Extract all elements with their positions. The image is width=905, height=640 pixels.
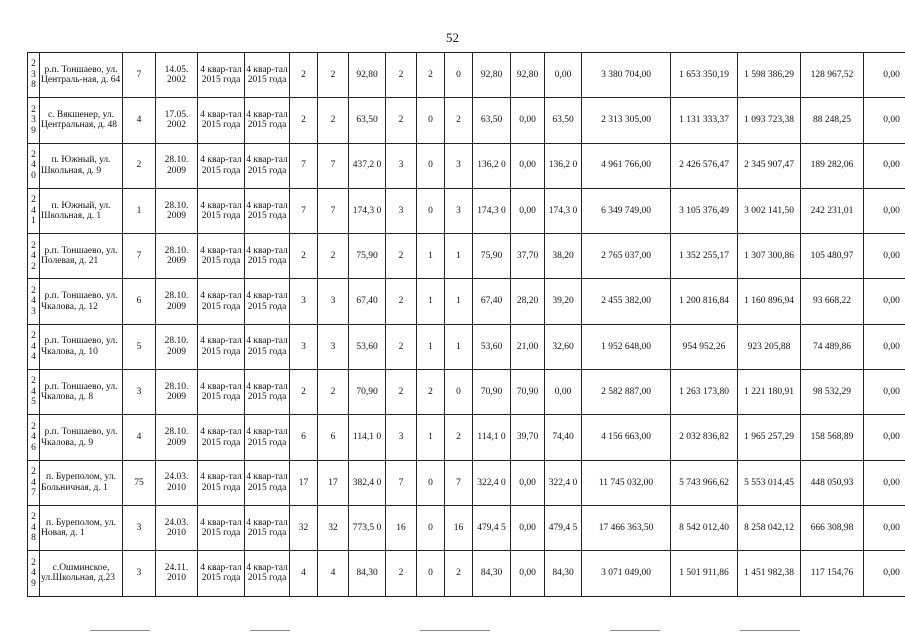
cell-col17: 3 002 141,50 bbox=[738, 188, 801, 233]
row-number-digit: 4 bbox=[31, 205, 36, 216]
date-cell: 28.10. 2009 bbox=[156, 279, 198, 324]
row-number-digit: 2 bbox=[31, 195, 36, 206]
cell-col15: 2 313 305,00 bbox=[582, 98, 671, 143]
cell-col13: 92,80 bbox=[511, 53, 545, 98]
cell-col17: 923 205,88 bbox=[738, 324, 801, 369]
cell-col13: 0,00 bbox=[511, 551, 545, 596]
address-cell: р.п. Тоншаево, ул. Чкалова, д. 9 bbox=[40, 415, 123, 460]
date-cell: 24.03. 2010 bbox=[156, 460, 198, 505]
row-number-digit: 2 bbox=[31, 261, 36, 272]
cell-col13: 37,70 bbox=[511, 234, 545, 279]
cell-col19: 0,00 bbox=[864, 234, 905, 279]
cell-col12: 92,80 bbox=[473, 53, 511, 98]
cell-col8: 437,2 0 bbox=[349, 143, 386, 188]
cell-col17: 8 258 042,12 bbox=[738, 505, 801, 550]
cell-col9: 2 bbox=[386, 98, 417, 143]
cell-col3: 3 bbox=[123, 505, 156, 550]
row-number-digit: 2 bbox=[31, 104, 36, 115]
table-row bbox=[28, 551, 905, 596]
cell-col14: 74,40 bbox=[545, 415, 582, 460]
cell-col11: 2 bbox=[445, 98, 473, 143]
cell-col8: 67,40 bbox=[349, 279, 386, 324]
cell-col15: 4 961 766,00 bbox=[582, 143, 671, 188]
address-cell: р.п. Тоншаево, ул. Централь-ная, д. 64 bbox=[40, 53, 123, 98]
row-number-digit: 2 bbox=[31, 421, 36, 432]
cell-col11: 2 bbox=[445, 551, 473, 596]
cell-col7: 2 bbox=[318, 98, 349, 143]
cell-col19: 0,00 bbox=[864, 98, 905, 143]
date-cell: 28.10. 2009 bbox=[156, 324, 198, 369]
cell-col14: 38,20 bbox=[545, 234, 582, 279]
row-number-cell bbox=[28, 53, 40, 98]
cell-col18: 189 282,06 bbox=[801, 143, 864, 188]
address-cell: с. Вякшенер, ул. Центральная, д. 48 bbox=[40, 98, 123, 143]
table-row bbox=[28, 279, 905, 324]
term-cell-2: 4 квар-тал 2015 года bbox=[245, 551, 290, 596]
cell-col11: 1 bbox=[445, 234, 473, 279]
cell-col14: 136,2 0 bbox=[545, 143, 582, 188]
cell-col3: 4 bbox=[123, 98, 156, 143]
address-cell: п. Буреполом, ул. Новая, д. 1 bbox=[40, 505, 123, 550]
term-cell-2: 4 квар-тал 2015 года bbox=[245, 188, 290, 233]
cell-col7: 2 bbox=[318, 53, 349, 98]
cell-col3: 4 bbox=[123, 415, 156, 460]
cell-col8: 382,4 0 bbox=[349, 460, 386, 505]
date-cell: 28.10. 2009 bbox=[156, 143, 198, 188]
row-number-cell bbox=[28, 98, 40, 143]
row-number-digit: 2 bbox=[31, 59, 36, 70]
cell-col17: 1 221 180,91 bbox=[738, 370, 801, 415]
cell-col19: 0,00 bbox=[864, 188, 905, 233]
cell-col17: 1 160 896,94 bbox=[738, 279, 801, 324]
row-number-digit: 3 bbox=[31, 306, 36, 317]
cell-col3: 75 bbox=[123, 460, 156, 505]
cell-col19: 0,00 bbox=[864, 505, 905, 550]
cell-col6: 4 bbox=[290, 551, 318, 596]
cell-col12: 67,40 bbox=[473, 279, 511, 324]
cell-col7: 2 bbox=[318, 234, 349, 279]
cell-col17: 1 451 982,38 bbox=[738, 551, 801, 596]
cell-col9: 2 bbox=[386, 234, 417, 279]
cell-col11: 7 bbox=[445, 460, 473, 505]
row-number-digit: 9 bbox=[31, 125, 36, 136]
cell-col13: 0,00 bbox=[511, 188, 545, 233]
cell-col6: 6 bbox=[290, 415, 318, 460]
term-cell-2: 4 квар-тал 2015 года bbox=[245, 460, 290, 505]
date-cell: 28.10. 2009 bbox=[156, 234, 198, 279]
row-number-digit: 2 bbox=[31, 240, 36, 251]
cell-col9: 2 bbox=[386, 53, 417, 98]
row-number-digit: 8 bbox=[31, 80, 36, 91]
term-cell-1: 4 квар-тал 2015 года bbox=[198, 188, 245, 233]
cell-col9: 16 bbox=[386, 505, 417, 550]
table-row bbox=[28, 415, 905, 460]
row-number-digit: 2 bbox=[31, 557, 36, 568]
address-cell: р.п. Тоншаево, ул. Чкалова, д. 12 bbox=[40, 279, 123, 324]
cell-col11: 3 bbox=[445, 188, 473, 233]
cell-col9: 3 bbox=[386, 415, 417, 460]
cell-col8: 92,80 bbox=[349, 53, 386, 98]
cell-col3: 1 bbox=[123, 188, 156, 233]
term-cell-2: 4 квар-тал 2015 года bbox=[245, 370, 290, 415]
row-number-cell bbox=[28, 551, 40, 596]
cell-col6: 2 bbox=[290, 370, 318, 415]
row-number-digit: 6 bbox=[31, 442, 36, 453]
cell-col17: 1 307 300,86 bbox=[738, 234, 801, 279]
row-number-digit: 4 bbox=[31, 522, 36, 533]
row-number-digit: 2 bbox=[31, 512, 36, 523]
cell-col6: 3 bbox=[290, 279, 318, 324]
cell-col13: 0,00 bbox=[511, 143, 545, 188]
date-cell: 24.11. 2010 bbox=[156, 551, 198, 596]
cell-col19: 0,00 bbox=[864, 143, 905, 188]
cell-col7: 4 bbox=[318, 551, 349, 596]
row-number-digit: 4 bbox=[31, 160, 36, 171]
cell-col15: 3 380 704,00 bbox=[582, 53, 671, 98]
cell-col15: 11 745 032,00 bbox=[582, 460, 671, 505]
cell-col19: 0,00 bbox=[864, 53, 905, 98]
row-number-digit: 2 bbox=[31, 331, 36, 342]
row-number-digit: 4 bbox=[31, 432, 36, 443]
cell-col13: 0,00 bbox=[511, 460, 545, 505]
table-row bbox=[28, 143, 905, 188]
term-cell-1: 4 квар-тал 2015 года bbox=[198, 98, 245, 143]
row-number-digit: 3 bbox=[31, 115, 36, 126]
cell-col12: 174,3 0 bbox=[473, 188, 511, 233]
row-number-digit: 2 bbox=[31, 149, 36, 160]
term-cell-2: 4 квар-тал 2015 года bbox=[245, 324, 290, 369]
cell-col12: 114,1 0 bbox=[473, 415, 511, 460]
cell-col16: 1 200 816,84 bbox=[671, 279, 738, 324]
cell-col14: 322,4 0 bbox=[545, 460, 582, 505]
cell-col3: 2 bbox=[123, 143, 156, 188]
term-cell-2: 4 квар-тал 2015 года bbox=[245, 98, 290, 143]
cell-col3: 3 bbox=[123, 370, 156, 415]
cell-col15: 2 765 037,00 bbox=[582, 234, 671, 279]
cell-col18: 105 480,97 bbox=[801, 234, 864, 279]
cell-col9: 3 bbox=[386, 143, 417, 188]
cell-col18: 88 248,25 bbox=[801, 98, 864, 143]
cell-col16: 2 426 576,47 bbox=[671, 143, 738, 188]
cell-col8: 70,90 bbox=[349, 370, 386, 415]
cell-col15: 17 466 363,50 bbox=[582, 505, 671, 550]
cell-col11: 0 bbox=[445, 370, 473, 415]
table-row bbox=[28, 53, 905, 98]
address-cell: п. Южный, ул. Школьная, д. 9 bbox=[40, 143, 123, 188]
cell-col6: 32 bbox=[290, 505, 318, 550]
cell-col16: 1 131 333,37 bbox=[671, 98, 738, 143]
cell-col6: 7 bbox=[290, 143, 318, 188]
cell-col7: 7 bbox=[318, 188, 349, 233]
cell-col13: 28,20 bbox=[511, 279, 545, 324]
cell-col12: 136,2 0 bbox=[473, 143, 511, 188]
table-row bbox=[28, 505, 905, 550]
term-cell-2: 4 квар-тал 2015 года bbox=[245, 143, 290, 188]
address-cell: р.п. Тоншаево, ул. Чкалова, д. 8 bbox=[40, 370, 123, 415]
term-cell-1: 4 квар-тал 2015 года bbox=[198, 415, 245, 460]
term-cell-1: 4 квар-тал 2015 года bbox=[198, 551, 245, 596]
row-number-digit: 2 bbox=[31, 285, 36, 296]
cell-col11: 3 bbox=[445, 143, 473, 188]
cell-col11: 1 bbox=[445, 279, 473, 324]
cell-col10: 0 bbox=[417, 460, 445, 505]
cell-col10: 0 bbox=[417, 98, 445, 143]
cell-col8: 75,90 bbox=[349, 234, 386, 279]
cell-col14: 84,30 bbox=[545, 551, 582, 596]
cell-col7: 6 bbox=[318, 415, 349, 460]
address-cell: п. Буреполом, ул. Больничная, д. 1 bbox=[40, 460, 123, 505]
cell-col12: 63,50 bbox=[473, 98, 511, 143]
cell-col10: 1 bbox=[417, 234, 445, 279]
term-cell-2: 4 квар-тал 2015 года bbox=[245, 53, 290, 98]
row-number-cell bbox=[28, 505, 40, 550]
row-number-cell bbox=[28, 324, 40, 369]
cell-col15: 2 455 382,00 bbox=[582, 279, 671, 324]
cell-col11: 16 bbox=[445, 505, 473, 550]
cell-col6: 2 bbox=[290, 53, 318, 98]
row-number-digit: 3 bbox=[31, 69, 36, 80]
row-number-digit: 4 bbox=[31, 352, 36, 363]
term-cell-1: 4 квар-тал 2015 года bbox=[198, 324, 245, 369]
cell-col8: 174,3 0 bbox=[349, 188, 386, 233]
cell-col6: 2 bbox=[290, 234, 318, 279]
cell-col17: 1 093 723,38 bbox=[738, 98, 801, 143]
cell-col13: 0,00 bbox=[511, 505, 545, 550]
row-number-cell bbox=[28, 188, 40, 233]
table-row bbox=[28, 324, 905, 369]
cell-col7: 17 bbox=[318, 460, 349, 505]
row-number-digit: 7 bbox=[31, 488, 36, 499]
cell-col18: 666 308,98 bbox=[801, 505, 864, 550]
cell-col17: 2 345 907,47 bbox=[738, 143, 801, 188]
cell-col18: 117 154,76 bbox=[801, 551, 864, 596]
cell-col18: 74 489,86 bbox=[801, 324, 864, 369]
row-number-cell bbox=[28, 370, 40, 415]
cell-col13: 39,70 bbox=[511, 415, 545, 460]
cell-col8: 114,1 0 bbox=[349, 415, 386, 460]
row-number-digit: 4 bbox=[31, 296, 36, 307]
footer-rule-marks bbox=[90, 630, 810, 634]
cell-col16: 3 105 376,49 bbox=[671, 188, 738, 233]
cell-col3: 3 bbox=[123, 551, 156, 596]
cell-col16: 2 032 836,82 bbox=[671, 415, 738, 460]
row-number-digit: 4 bbox=[31, 386, 36, 397]
term-cell-2: 4 квар-тал 2015 года bbox=[245, 234, 290, 279]
row-number-digit: 4 bbox=[31, 477, 36, 488]
cell-col18: 158 568,89 bbox=[801, 415, 864, 460]
cell-col10: 1 bbox=[417, 279, 445, 324]
cell-col16: 1 352 255,17 bbox=[671, 234, 738, 279]
cell-col12: 75,90 bbox=[473, 234, 511, 279]
cell-col15: 1 952 648,00 bbox=[582, 324, 671, 369]
term-cell-1: 4 квар-тал 2015 года bbox=[198, 279, 245, 324]
cell-col10: 1 bbox=[417, 324, 445, 369]
cell-col14: 32,60 bbox=[545, 324, 582, 369]
cell-col18: 128 967,52 bbox=[801, 53, 864, 98]
table-row bbox=[28, 234, 905, 279]
address-cell: с.Ошминское, ул.Школьная, д.23 bbox=[40, 551, 123, 596]
cell-col6: 17 bbox=[290, 460, 318, 505]
cell-col14: 0,00 bbox=[545, 370, 582, 415]
cell-col9: 3 bbox=[386, 188, 417, 233]
cell-col10: 2 bbox=[417, 370, 445, 415]
table-row bbox=[28, 460, 905, 505]
cell-col6: 3 bbox=[290, 324, 318, 369]
cell-col9: 2 bbox=[386, 324, 417, 369]
term-cell-1: 4 квар-тал 2015 года bbox=[198, 53, 245, 98]
cell-col13: 0,00 bbox=[511, 98, 545, 143]
cell-col7: 7 bbox=[318, 143, 349, 188]
cell-col10: 2 bbox=[417, 53, 445, 98]
cell-col18: 98 532,29 bbox=[801, 370, 864, 415]
cell-col14: 174,3 0 bbox=[545, 188, 582, 233]
cell-col18: 93 668,22 bbox=[801, 279, 864, 324]
cell-col6: 7 bbox=[290, 188, 318, 233]
table-row bbox=[28, 98, 905, 143]
cell-col11: 1 bbox=[445, 324, 473, 369]
term-cell-2: 4 квар-тал 2015 года bbox=[245, 505, 290, 550]
cell-col17: 5 553 014,45 bbox=[738, 460, 801, 505]
row-number-digit: 4 bbox=[31, 251, 36, 262]
row-number-digit: 4 bbox=[31, 568, 36, 579]
address-cell: р.п. Тоншаево, ул. Чкалова, д. 10 bbox=[40, 324, 123, 369]
cell-col14: 39,20 bbox=[545, 279, 582, 324]
cell-col19: 0,00 bbox=[864, 370, 905, 415]
cell-col14: 479,4 5 bbox=[545, 505, 582, 550]
row-number-digit: 5 bbox=[31, 397, 36, 408]
row-number-digit: 8 bbox=[31, 533, 36, 544]
row-number-cell bbox=[28, 143, 40, 188]
date-cell: 24.03. 2010 bbox=[156, 505, 198, 550]
date-cell: 28.10. 2009 bbox=[156, 188, 198, 233]
cell-col14: 63,50 bbox=[545, 98, 582, 143]
cell-col17: 1 965 257,29 bbox=[738, 415, 801, 460]
cell-col8: 63,50 bbox=[349, 98, 386, 143]
address-cell: р.п. Тоншаево, ул. Полевая, д. 21 bbox=[40, 234, 123, 279]
cell-col15: 2 582 887,00 bbox=[582, 370, 671, 415]
cell-col16: 954 952,26 bbox=[671, 324, 738, 369]
row-number-digit: 2 bbox=[31, 467, 36, 478]
date-cell: 28.10. 2009 bbox=[156, 415, 198, 460]
cell-col9: 2 bbox=[386, 279, 417, 324]
row-number-cell bbox=[28, 415, 40, 460]
cell-col19: 0,00 bbox=[864, 460, 905, 505]
cell-col13: 21,00 bbox=[511, 324, 545, 369]
cell-col19: 0,00 bbox=[864, 324, 905, 369]
cell-col12: 70,90 bbox=[473, 370, 511, 415]
cell-col9: 7 bbox=[386, 460, 417, 505]
term-cell-2: 4 квар-тал 2015 года bbox=[245, 279, 290, 324]
row-number-cell bbox=[28, 279, 40, 324]
cell-col3: 5 bbox=[123, 324, 156, 369]
row-number-digit: 9 bbox=[31, 578, 36, 589]
cell-col10: 0 bbox=[417, 188, 445, 233]
term-cell-2: 4 квар-тал 2015 года bbox=[245, 415, 290, 460]
term-cell-1: 4 квар-тал 2015 года bbox=[198, 143, 245, 188]
date-cell: 14.05. 2002 bbox=[156, 53, 198, 98]
cell-col18: 448 050,93 bbox=[801, 460, 864, 505]
cell-col10: 0 bbox=[417, 505, 445, 550]
cell-col16: 1 501 911,86 bbox=[671, 551, 738, 596]
cell-col15: 3 071 049,00 bbox=[582, 551, 671, 596]
cell-col12: 53,60 bbox=[473, 324, 511, 369]
cell-col15: 4 156 663,00 bbox=[582, 415, 671, 460]
cell-col6: 2 bbox=[290, 98, 318, 143]
address-cell: п. Южный, ул. Школьная, д. 1 bbox=[40, 188, 123, 233]
cell-col3: 7 bbox=[123, 53, 156, 98]
cell-col19: 0,00 bbox=[864, 551, 905, 596]
row-number-digit: 1 bbox=[31, 216, 36, 227]
cell-col19: 0,00 bbox=[864, 415, 905, 460]
term-cell-1: 4 квар-тал 2015 года bbox=[198, 460, 245, 505]
cell-col15: 6 349 749,00 bbox=[582, 188, 671, 233]
cell-col7: 32 bbox=[318, 505, 349, 550]
resettlement-registry-table bbox=[27, 52, 905, 597]
cell-col12: 84,30 bbox=[473, 551, 511, 596]
cell-col10: 0 bbox=[417, 143, 445, 188]
cell-col16: 1 653 350,19 bbox=[671, 53, 738, 98]
cell-col17: 1 598 386,29 bbox=[738, 53, 801, 98]
table-row bbox=[28, 188, 905, 233]
cell-col12: 322,4 0 bbox=[473, 460, 511, 505]
row-number-digit: 4 bbox=[31, 341, 36, 352]
cell-col8: 84,30 bbox=[349, 551, 386, 596]
cell-col9: 2 bbox=[386, 370, 417, 415]
row-number-cell bbox=[28, 460, 40, 505]
page-number: 52 bbox=[446, 30, 459, 45]
cell-col3: 7 bbox=[123, 234, 156, 279]
cell-col16: 8 542 012,40 bbox=[671, 505, 738, 550]
cell-col7: 3 bbox=[318, 279, 349, 324]
date-cell: 17.05. 2002 bbox=[156, 98, 198, 143]
cell-col10: 1 bbox=[417, 415, 445, 460]
cell-col7: 3 bbox=[318, 324, 349, 369]
cell-col8: 773,5 0 bbox=[349, 505, 386, 550]
term-cell-1: 4 квар-тал 2015 года bbox=[198, 370, 245, 415]
cell-col3: 6 bbox=[123, 279, 156, 324]
cell-col18: 242 231,01 bbox=[801, 188, 864, 233]
cell-col8: 53,60 bbox=[349, 324, 386, 369]
cell-col19: 0,00 bbox=[864, 279, 905, 324]
cell-col11: 2 bbox=[445, 415, 473, 460]
cell-col11: 0 bbox=[445, 53, 473, 98]
term-cell-1: 4 квар-тал 2015 года bbox=[198, 234, 245, 279]
cell-col10: 0 bbox=[417, 551, 445, 596]
cell-col16: 5 743 966,62 bbox=[671, 460, 738, 505]
cell-col13: 70,90 bbox=[511, 370, 545, 415]
term-cell-1: 4 квар-тал 2015 года bbox=[198, 505, 245, 550]
row-number-digit: 0 bbox=[31, 170, 36, 181]
cell-col16: 1 263 173,80 bbox=[671, 370, 738, 415]
cell-col7: 2 bbox=[318, 370, 349, 415]
date-cell: 28.10. 2009 bbox=[156, 370, 198, 415]
table-body bbox=[28, 53, 905, 597]
table-row bbox=[28, 370, 905, 415]
cell-col14: 0,00 bbox=[545, 53, 582, 98]
row-number-digit: 2 bbox=[31, 376, 36, 387]
row-number-cell bbox=[28, 234, 40, 279]
cell-col12: 479,4 5 bbox=[473, 505, 511, 550]
cell-col9: 2 bbox=[386, 551, 417, 596]
